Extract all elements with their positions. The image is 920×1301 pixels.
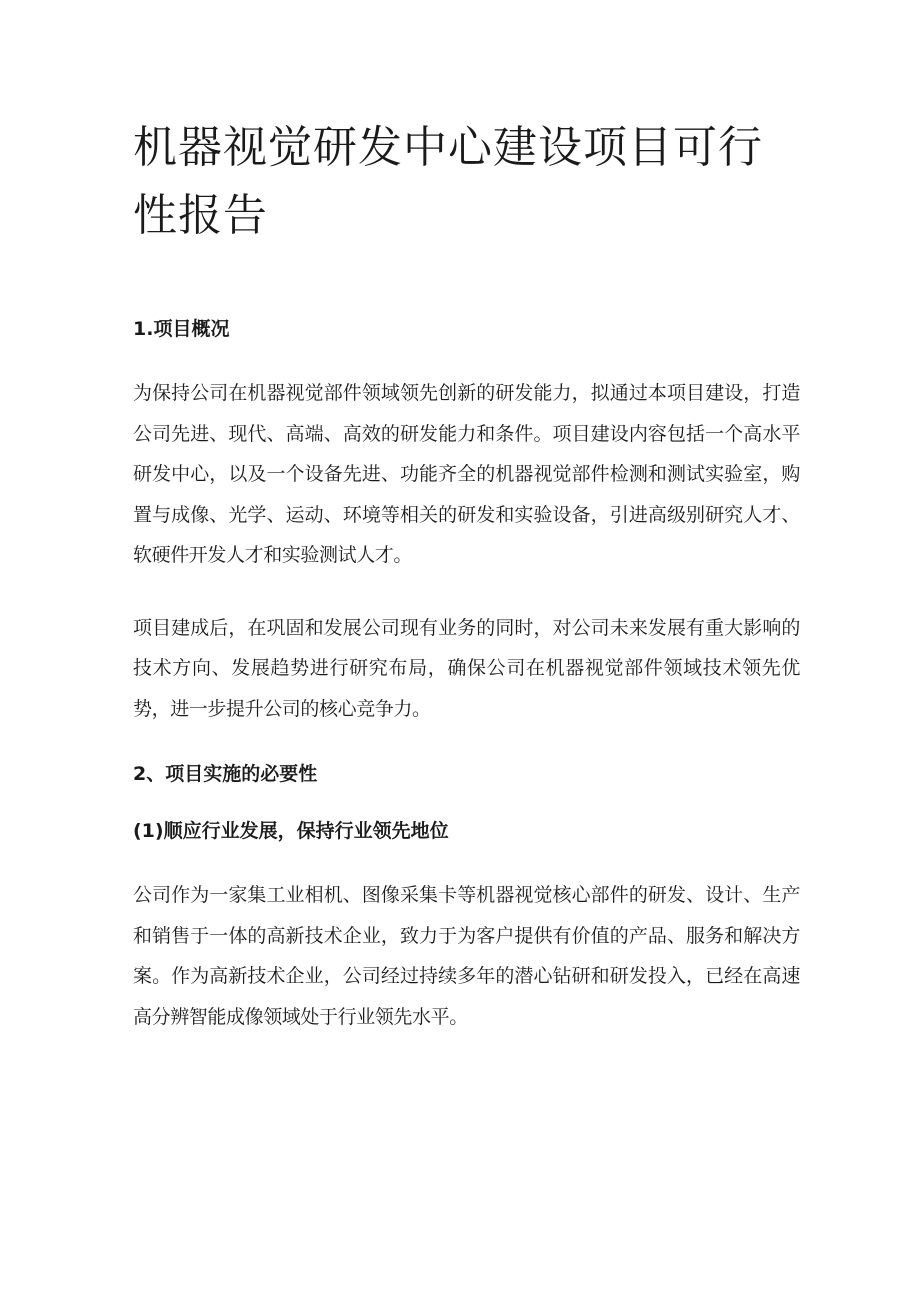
paragraph-overview-1: 为保持公司在机器视觉部件领域领先创新的研发能力，拟通过本项目建设，打造公司先进、现代、高端、高效的研发能力和条件。项目建设内容包括一个高水平研发中心，以及一个设备先进、功能齐全的机器视觉部件检测和测试实验室，购置与成像、光学、运动、环境等相关的研发和实验设备，引进高级别研究人才、软硬件开发人才和实验测试人才。 <box>133 382 800 566</box>
document-title: 机器视觉研发中心建设项目可行性报告 <box>133 122 763 241</box>
subsection-heading-industry: (1)顺应行业发展，保持行业领先地位 <box>133 820 449 842</box>
section-heading-overview: 1.项目概况 <box>133 318 230 340</box>
section-heading-necessity: 2、项目实施的必要性 <box>133 763 318 785</box>
paragraph-necessity-1: 公司作为一家集工业相机、图像采集卡等机器视觉核心部件的研发、设计、生产和销售于一体的高新技术企业，致力于为客户提供有价值的产品、服务和解决方案。作为高新技术企业，公司经过持续多年的潜心钻研和研发投入，已经在高速高分辨智能成像领域处于行业领先水平。 <box>133 884 800 1028</box>
paragraph-overview-2: 项目建成后，在巩固和发展公司现有业务的同时，对公司未来发展有重大影响的技术方向、发展趋势进行研究布局，确保公司在机器视觉部件领域技术领先优势，进一步提升公司的核心竞争力。 <box>133 616 800 720</box>
